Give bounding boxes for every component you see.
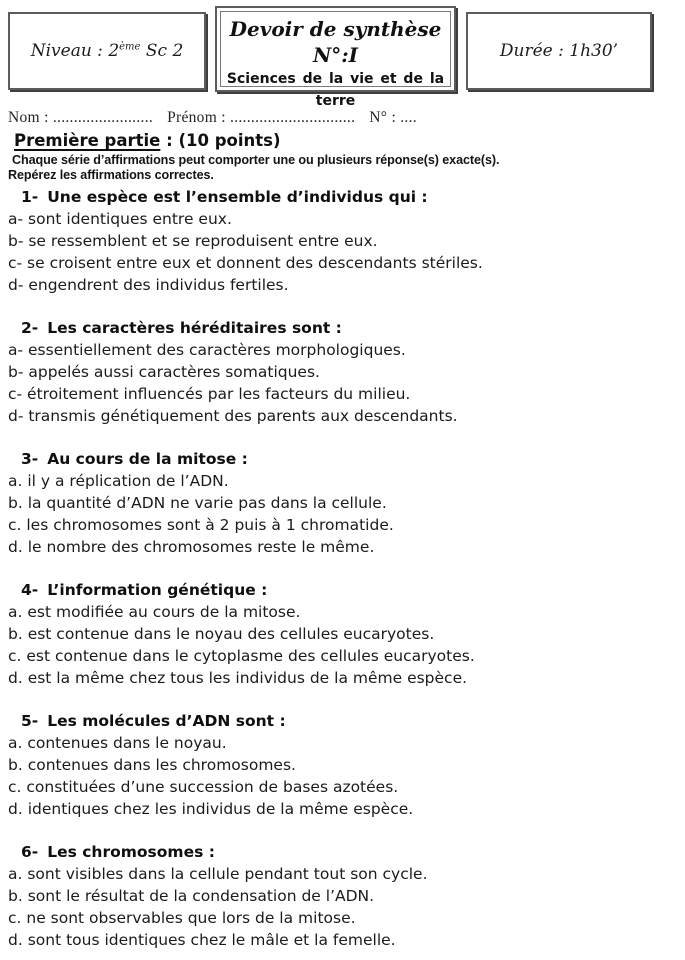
answer-option: b. sont le résultat de la condensation de l’ADN. xyxy=(8,887,375,905)
question-6 xyxy=(8,841,685,951)
question-number: 5- xyxy=(21,712,39,730)
question-5 xyxy=(8,710,685,820)
question-title xyxy=(8,448,685,470)
level-label: Niveau : 2ème Sc 2 xyxy=(30,41,184,61)
answer-option: b- appelés aussi caractères somatiques. xyxy=(8,363,320,381)
answer-option: c. ne sont observables que lors de la mitose. xyxy=(8,909,356,927)
level-box xyxy=(8,12,206,90)
question-number: 3- xyxy=(21,450,39,468)
question-2 xyxy=(8,317,685,427)
question-number: 4- xyxy=(21,581,39,599)
answer-option: a. est modifiée au cours de la mitose. xyxy=(8,603,301,621)
answer-option: d- transmis génétiquement des parents aux descendants. xyxy=(8,407,458,425)
question-title xyxy=(8,841,685,863)
instruction-line: Chaque série d’affirmations peut comporter une ou plusieurs réponse(s) exacte(s). xyxy=(12,153,500,167)
question-4 xyxy=(8,579,685,689)
duration-box xyxy=(466,12,652,90)
answer-option: b. est contenue dans le noyau des cellules eucaryotes. xyxy=(8,625,435,643)
student-identity-line xyxy=(8,108,685,127)
name-field: Nom : ........................ xyxy=(8,109,154,126)
answer-option: a. contenues dans le noyau. xyxy=(8,734,227,752)
part-title: Première partie xyxy=(14,131,161,150)
instructions xyxy=(8,153,685,182)
answer-option: a. sont visibles dans la cellule pendant tout son cycle. xyxy=(8,865,428,883)
answer-option: b. la quantité d’ADN ne varie pas dans la cellule. xyxy=(8,494,387,512)
question-number: 1- xyxy=(21,188,39,206)
answer-option: c. constituées d’une succession de bases azotées. xyxy=(8,778,399,796)
answer-option: c. les chromosomes sont à 2 puis à 1 chromatide. xyxy=(8,516,394,534)
document-title: Devoir de synthèse N°:I xyxy=(229,17,442,67)
answer-option: c- étroitement influencés par les facteurs du milieu. xyxy=(8,385,411,403)
document-subtitle: Sciences de la vie et de la terre xyxy=(226,71,445,109)
question-title xyxy=(8,710,685,732)
part-heading xyxy=(14,130,685,152)
answer-option: d. est la même chez tous les individus de la même espèce. xyxy=(8,669,468,687)
question-text: L’information génétique : xyxy=(47,581,268,599)
question-1 xyxy=(8,186,685,296)
duration-label: Durée : 1h30’ xyxy=(499,41,619,61)
question-text: Les chromosomes : xyxy=(47,843,215,861)
question-3 xyxy=(8,448,685,558)
answer-option: d- engendrent des individus fertiles. xyxy=(8,276,289,294)
question-title xyxy=(8,186,685,208)
question-text: Les molécules d’ADN sont : xyxy=(47,712,286,730)
header xyxy=(0,0,685,109)
answer-option: c- se croisent entre eux et donnent des descendants stériles. xyxy=(8,254,483,272)
firstname-field: Prénom : .............................. xyxy=(167,109,356,126)
question-title xyxy=(8,579,685,601)
number-field: N° : .... xyxy=(369,109,417,126)
answer-option: d. identiques chez les individus de la même espèce. xyxy=(8,800,414,818)
level-superscript: ème xyxy=(119,41,141,53)
instruction-line: Repérez les affirmations correctes. xyxy=(8,167,214,182)
answer-option: d. le nombre des chromosomes reste le même. xyxy=(8,538,375,556)
answer-option: c. est contenue dans le cytoplasme des cellules eucaryotes. xyxy=(8,647,475,665)
question-number: 2- xyxy=(21,319,39,337)
title-box xyxy=(215,6,456,109)
question-text: Les caractères héréditaires sont : xyxy=(47,319,342,337)
answer-option: b. contenues dans les chromosomes. xyxy=(8,756,296,774)
question-text: Au cours de la mitose : xyxy=(47,450,248,468)
answer-option: a- sont identiques entre eux. xyxy=(8,210,232,228)
answer-option: d. sont tous identiques chez le mâle et la femelle. xyxy=(8,931,396,949)
part-points: : (10 points) xyxy=(160,131,281,150)
answer-option: a. il y a réplication de l’ADN. xyxy=(8,472,229,490)
answer-option: a- essentiellement des caractères morphologiques. xyxy=(8,341,406,359)
questions-section xyxy=(8,186,685,951)
question-number: 6- xyxy=(21,843,39,861)
question-text: Une espèce est l’ensemble d’individus qui : xyxy=(47,188,428,206)
answer-option: b- se ressemblent et se reproduisent entre eux. xyxy=(8,232,378,250)
question-title xyxy=(8,317,685,339)
